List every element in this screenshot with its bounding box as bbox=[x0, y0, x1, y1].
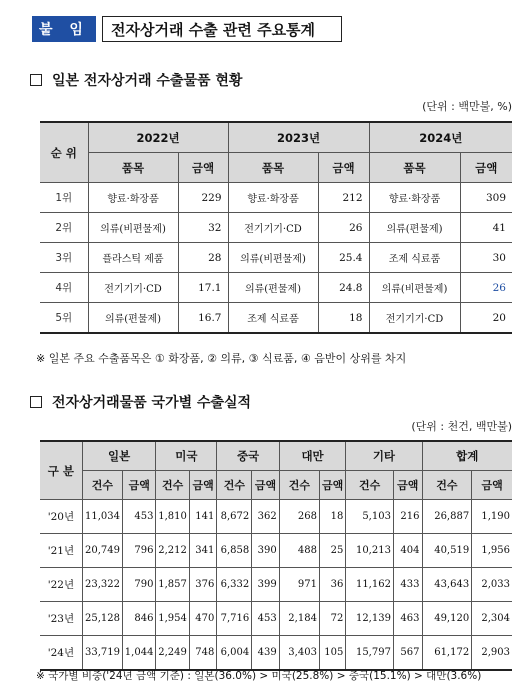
amount-cell: 2,033 bbox=[472, 568, 512, 602]
year-header: 2023년 bbox=[228, 122, 369, 153]
count-header: 건수 bbox=[82, 471, 122, 500]
amount-header: 금액 bbox=[122, 471, 155, 500]
amount-cell: 212 bbox=[318, 183, 369, 213]
amount-cell: 463 bbox=[393, 602, 422, 636]
amount-header: 금액 bbox=[472, 471, 512, 500]
count-cell: 23,322 bbox=[82, 568, 122, 602]
year-cell: '23년 bbox=[40, 602, 82, 636]
amount-cell: 1,956 bbox=[472, 534, 512, 568]
count-cell: 7,716 bbox=[217, 602, 252, 636]
square-bullet-icon bbox=[30, 396, 42, 408]
amount-cell: 216 bbox=[393, 500, 422, 534]
amount-cell: 439 bbox=[252, 636, 279, 671]
amount-cell: 453 bbox=[252, 602, 279, 636]
section1-note: ※ 일본 주요 수출품목은 ① 화장품, ② 의류, ③ 식료품, ④ 음반이 상위를 차지 bbox=[36, 352, 407, 365]
item-cell: 플라스틱 제품 bbox=[88, 243, 178, 273]
count-cell: 1,810 bbox=[156, 500, 189, 534]
count-header: 건수 bbox=[156, 471, 189, 500]
item-header: 품목 bbox=[228, 153, 318, 183]
country-export-table bbox=[40, 440, 512, 671]
amount-cell: 846 bbox=[122, 602, 155, 636]
amount-header: 금액 bbox=[393, 471, 422, 500]
count-cell: 10,213 bbox=[346, 534, 394, 568]
table-row bbox=[40, 602, 512, 636]
table-row bbox=[40, 273, 512, 303]
count-cell: 11,034 bbox=[82, 500, 122, 534]
amount-cell: 1,044 bbox=[122, 636, 155, 671]
square-bullet-icon bbox=[30, 74, 42, 86]
count-cell: 6,332 bbox=[217, 568, 252, 602]
table-row bbox=[40, 500, 512, 534]
count-header: 건수 bbox=[217, 471, 252, 500]
section2-title bbox=[30, 392, 251, 412]
count-cell: 40,519 bbox=[422, 534, 472, 568]
country-header: 미국 bbox=[156, 441, 217, 471]
year-cell: '22년 bbox=[40, 568, 82, 602]
item-cell: 향료·화장품 bbox=[228, 183, 318, 213]
item-cell: 의류(편물제) bbox=[228, 273, 318, 303]
amount-header: 금액 bbox=[318, 153, 369, 183]
item-cell: 의류(비편물제) bbox=[88, 213, 178, 243]
amount-cell: 36 bbox=[319, 568, 345, 602]
count-cell: 2,249 bbox=[156, 636, 189, 671]
table-row bbox=[40, 183, 512, 213]
count-header: 건수 bbox=[422, 471, 472, 500]
item-cell: 의류(편물제) bbox=[369, 213, 460, 243]
section1-title bbox=[30, 70, 242, 90]
table-row bbox=[40, 534, 512, 568]
item-cell: 전기기기·CD bbox=[369, 303, 460, 334]
count-cell: 11,162 bbox=[346, 568, 394, 602]
amount-cell: 25.4 bbox=[318, 243, 369, 273]
year-header: 2024년 bbox=[369, 122, 512, 153]
amount-cell: 17.1 bbox=[178, 273, 228, 303]
country-header: 대만 bbox=[279, 441, 346, 471]
table-row bbox=[40, 213, 512, 243]
year-cell: '21년 bbox=[40, 534, 82, 568]
count-cell: 20,749 bbox=[82, 534, 122, 568]
item-cell: 전기기기·CD bbox=[88, 273, 178, 303]
section2-unit: (단위 : 천건, 백만불) bbox=[411, 420, 512, 433]
section1-title-text: 일본 전자상거래 수출물품 현황 bbox=[52, 73, 243, 89]
rank-cell: 1위 bbox=[40, 183, 88, 213]
country-header: 중국 bbox=[217, 441, 279, 471]
count-cell: 25,128 bbox=[82, 602, 122, 636]
amount-cell: 26 bbox=[318, 213, 369, 243]
amount-header: 금액 bbox=[460, 153, 512, 183]
count-cell: 8,672 bbox=[217, 500, 252, 534]
amount-cell: 1,190 bbox=[472, 500, 512, 534]
division-header: 구 분 bbox=[40, 441, 82, 500]
amount-cell: 105 bbox=[319, 636, 345, 671]
count-cell: 6,858 bbox=[217, 534, 252, 568]
rank-cell: 2위 bbox=[40, 213, 88, 243]
amount-cell: 567 bbox=[393, 636, 422, 671]
table-row bbox=[40, 243, 512, 273]
count-cell: 3,403 bbox=[279, 636, 319, 671]
item-header: 품목 bbox=[88, 153, 178, 183]
amount-header: 금액 bbox=[189, 471, 216, 500]
section2-note: ※ 국가별 비중('24년 금액 기준) : 일본(36.0%) > 미국(25.8%) > 중국(15.1%) > 대만(3.6%) bbox=[36, 670, 482, 682]
count-cell: 971 bbox=[279, 568, 319, 602]
count-cell: 61,172 bbox=[422, 636, 472, 671]
amount-cell: 25 bbox=[319, 534, 345, 568]
title-bar bbox=[32, 16, 342, 42]
item-cell: 조제 식료품 bbox=[369, 243, 460, 273]
item-cell: 의류(비편물제) bbox=[228, 243, 318, 273]
amount-cell: 404 bbox=[393, 534, 422, 568]
rank-cell: 3위 bbox=[40, 243, 88, 273]
count-cell: 15,797 bbox=[346, 636, 394, 671]
count-cell: 49,120 bbox=[422, 602, 472, 636]
amount-cell: 796 bbox=[122, 534, 155, 568]
count-cell: 488 bbox=[279, 534, 319, 568]
amount-cell: 26 bbox=[460, 273, 512, 303]
amount-cell: 362 bbox=[252, 500, 279, 534]
amount-cell: 28 bbox=[178, 243, 228, 273]
count-cell: 12,139 bbox=[346, 602, 394, 636]
table-row bbox=[40, 568, 512, 602]
amount-cell: 470 bbox=[189, 602, 216, 636]
total-header: 합계 bbox=[422, 441, 512, 471]
count-cell: 268 bbox=[279, 500, 319, 534]
count-cell: 1,857 bbox=[156, 568, 189, 602]
count-cell: 43,643 bbox=[422, 568, 472, 602]
count-cell: 26,887 bbox=[422, 500, 472, 534]
amount-cell: 18 bbox=[318, 303, 369, 334]
amount-cell: 433 bbox=[393, 568, 422, 602]
amount-header: 금액 bbox=[178, 153, 228, 183]
amount-cell: 18 bbox=[319, 500, 345, 534]
amount-header: 금액 bbox=[252, 471, 279, 500]
page-title: 전자상거래 수출 관련 주요통계 bbox=[102, 16, 342, 42]
item-cell: 의류(비편물제) bbox=[369, 273, 460, 303]
amount-cell: 30 bbox=[460, 243, 512, 273]
amount-cell: 72 bbox=[319, 602, 345, 636]
count-cell: 5,103 bbox=[346, 500, 394, 534]
table-row bbox=[40, 303, 512, 334]
rank-header: 순 위 bbox=[40, 122, 88, 183]
amount-cell: 20 bbox=[460, 303, 512, 334]
amount-cell: 748 bbox=[189, 636, 216, 671]
amount-cell: 309 bbox=[460, 183, 512, 213]
year-cell: '20년 bbox=[40, 500, 82, 534]
japan-export-items-table bbox=[40, 121, 512, 334]
country-header: 일본 bbox=[82, 441, 156, 471]
item-cell: 향료·화장품 bbox=[369, 183, 460, 213]
amount-cell: 32 bbox=[178, 213, 228, 243]
amount-cell: 390 bbox=[252, 534, 279, 568]
item-cell: 의류(편물제) bbox=[88, 303, 178, 334]
amount-cell: 141 bbox=[189, 500, 216, 534]
count-header: 건수 bbox=[346, 471, 394, 500]
rank-cell: 5위 bbox=[40, 303, 88, 334]
amount-cell: 453 bbox=[122, 500, 155, 534]
year-header: 2022년 bbox=[88, 122, 228, 153]
table-row bbox=[40, 636, 512, 671]
item-cell: 전기기기·CD bbox=[228, 213, 318, 243]
amount-cell: 229 bbox=[178, 183, 228, 213]
amount-cell: 16.7 bbox=[178, 303, 228, 334]
item-cell: 향료·화장품 bbox=[88, 183, 178, 213]
section2-title-text: 전자상거래물품 국가별 수출실적 bbox=[52, 395, 252, 411]
amount-cell: 376 bbox=[189, 568, 216, 602]
count-cell: 33,719 bbox=[82, 636, 122, 671]
amount-cell: 2,304 bbox=[472, 602, 512, 636]
item-header: 품목 bbox=[369, 153, 460, 183]
rank-cell: 4위 bbox=[40, 273, 88, 303]
amount-cell: 341 bbox=[189, 534, 216, 568]
amount-cell: 24.8 bbox=[318, 273, 369, 303]
section1-unit: (단위 : 백만불, %) bbox=[422, 100, 512, 113]
count-cell: 6,004 bbox=[217, 636, 252, 671]
amount-cell: 790 bbox=[122, 568, 155, 602]
count-cell: 2,212 bbox=[156, 534, 189, 568]
item-cell: 조제 식료품 bbox=[228, 303, 318, 334]
amount-header: 금액 bbox=[319, 471, 345, 500]
attachment-badge: 붙 임 bbox=[32, 16, 96, 42]
count-header: 건수 bbox=[279, 471, 319, 500]
amount-cell: 41 bbox=[460, 213, 512, 243]
country-header: 기타 bbox=[346, 441, 422, 471]
amount-cell: 2,903 bbox=[472, 636, 512, 671]
amount-cell: 399 bbox=[252, 568, 279, 602]
count-cell: 2,184 bbox=[279, 602, 319, 636]
year-cell: '24년 bbox=[40, 636, 82, 671]
count-cell: 1,954 bbox=[156, 602, 189, 636]
